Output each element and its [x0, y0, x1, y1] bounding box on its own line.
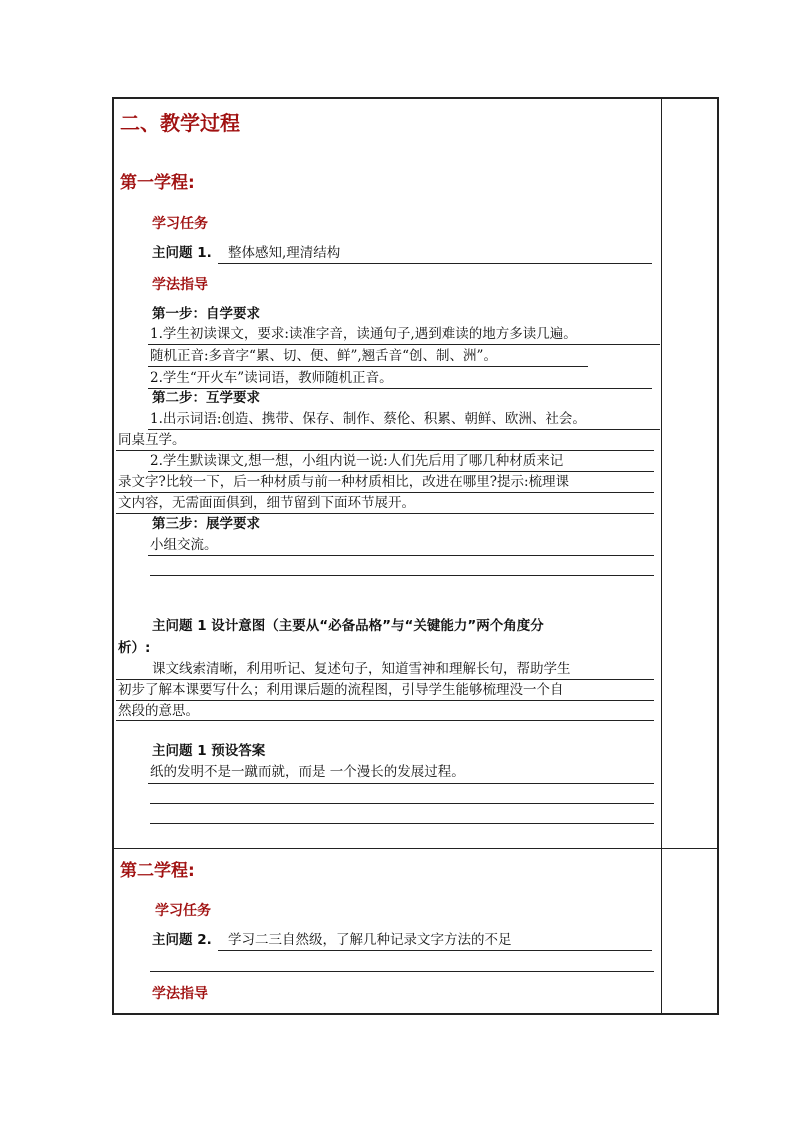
column-divider [661, 99, 662, 1013]
step1-line1: 1.学生初读课文，要求:读准字音，读通句子,遇到难读的地方多读几遍。 [150, 326, 577, 342]
step1-title: 第一步：自学要求 [152, 306, 260, 322]
design-line2-underline [116, 700, 654, 701]
answer-title: 主问题 1 预设答案 [152, 743, 266, 759]
design-line1: 课文线索清晰，利用听记、复述句子，知道雪神和理解长句，帮助学生 [152, 661, 571, 677]
stage1-method-heading: 学法指导 [152, 277, 208, 293]
answer-blank-line-2 [150, 823, 654, 824]
step1-line3: 2.学生“开火车”读词语，教师随机正音。 [150, 370, 393, 386]
step3-line1-underline [148, 555, 654, 556]
step2-line4-underline [116, 492, 654, 493]
lesson-table [112, 97, 719, 1015]
step1-line2-underline [148, 366, 588, 367]
step2-line1: 1.出示词语:创造、携带、保存、制作、蔡伦、积累、朝鲜、欧洲、社会。 [150, 411, 586, 427]
step2-line2: 同桌互学。 [118, 432, 186, 448]
step3-blank-line [150, 575, 654, 576]
step2-line3-underline [148, 471, 654, 472]
stage1-title: 第一学程: [120, 173, 195, 193]
design-line3: 然段的意思。 [118, 703, 199, 719]
step3-line1: 小组交流。 [150, 537, 218, 553]
step2-line4: 录文字?比较一下，后一种材质与前一种材质相比，改进在哪里?提示:梳理课 [118, 474, 570, 490]
q1-text: 整体感知,理清结构 [228, 245, 341, 261]
design-line1-underline [116, 679, 654, 680]
stage1-task-heading: 学习任务 [152, 216, 208, 232]
step2-line1-underline [148, 429, 660, 430]
step2-line5: 文内容，无需面面俱到，细节留到下面环节展开。 [118, 495, 415, 511]
step1-line3-underline [148, 388, 652, 389]
section-title: 二、教学过程 [120, 111, 240, 135]
step1-line2: 随机正音:多音字“累、切、便、鲜”,翘舌音“创、制、洲”。 [150, 348, 497, 364]
stage2-task-heading: 学习任务 [155, 903, 211, 919]
design-title-2: 析）: [118, 640, 151, 656]
answer-line1: 纸的发明不是一蹴而就，而是 一个漫长的发展过程。 [150, 764, 465, 780]
row-divider [114, 848, 717, 849]
answer-line1-underline [148, 783, 654, 784]
design-line3-underline [116, 720, 654, 721]
step2-line5-underline [116, 513, 654, 514]
q1-underline [218, 263, 652, 264]
q2-blank-line [150, 971, 654, 972]
q1-label: 主问题 1. [152, 245, 212, 261]
stage2-title: 第二学程: [120, 861, 195, 881]
stage2-method-heading: 学法指导 [152, 986, 208, 1002]
step2-line3: 2.学生默读课文,想一想，小组内说一说:人们先后用了哪几种材质来记 [150, 453, 564, 469]
q2-label: 主问题 2. [152, 932, 212, 948]
step1-line1-underline [148, 344, 660, 345]
design-title-1: 主问题 1 设计意图（主要从“必备品格”与“关键能力”两个角度分 [152, 618, 544, 634]
step3-title: 第三步：展学要求 [152, 516, 260, 532]
q2-underline [218, 950, 652, 951]
answer-blank-line-1 [150, 803, 654, 804]
step2-title: 第二步：互学要求 [152, 390, 260, 406]
q2-text: 学习二三自然级，了解几种记录文字方法的不足 [228, 932, 512, 948]
design-line2: 初步了解本课要写什么；利用课后题的流程图，引导学生能够梳理没一个自 [118, 682, 564, 698]
step2-line2-underline [116, 450, 654, 451]
